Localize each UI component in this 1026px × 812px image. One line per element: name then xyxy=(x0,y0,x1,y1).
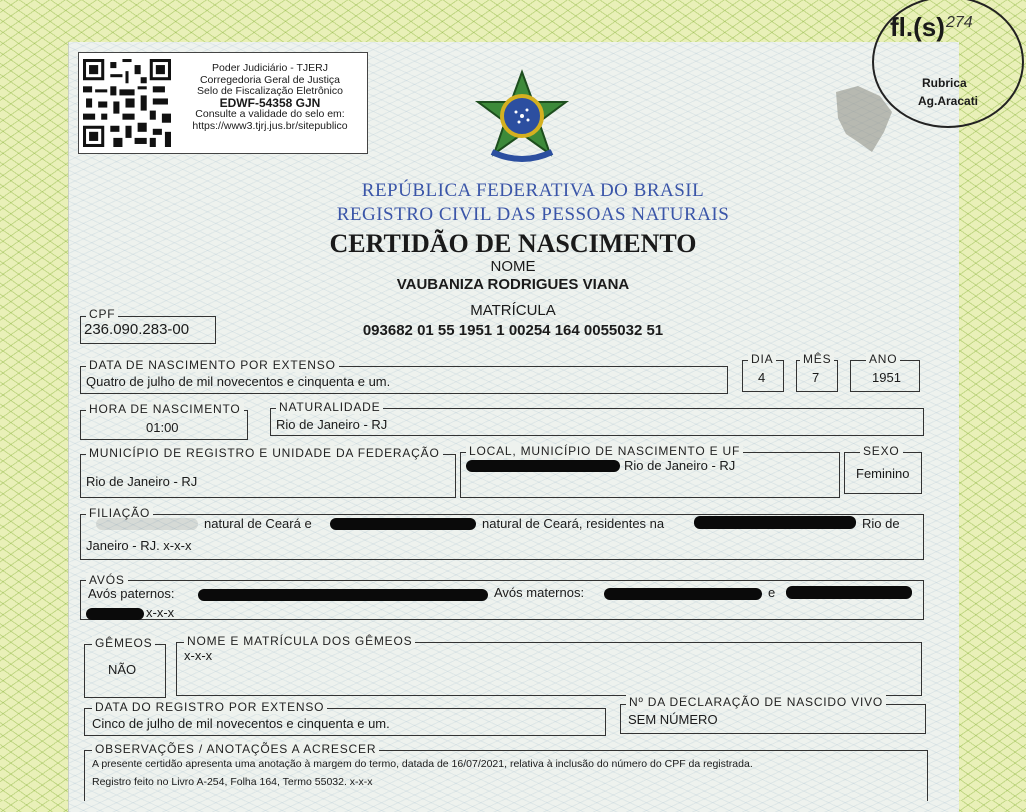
cpf-label: CPF xyxy=(86,307,118,321)
twins-names-value: x-x-x xyxy=(184,648,213,663)
nome-label: NOME xyxy=(490,258,536,275)
matricula-label: MATRÍCULA xyxy=(470,302,556,319)
naturality-label: NATURALIDADE xyxy=(276,400,383,414)
seal-line-3: Selo de Fiscalização Eletrônico xyxy=(197,85,343,97)
day-value: 4 xyxy=(758,370,766,385)
registry-date-value: Cinco de julho de mil novecentos e cinquenta e um. xyxy=(92,716,390,731)
parents-part-2: natural de Ceará, residentes na xyxy=(482,516,665,531)
parents-label: FILIAÇÃO xyxy=(86,506,153,520)
redaction-faint xyxy=(96,518,198,530)
country-heading: REPÚBLICA FEDERATIVA DO BRASIL xyxy=(361,180,705,201)
month-label: MÊS xyxy=(800,352,834,366)
live-birth-declaration-label: Nº DA DECLARAÇÃO DE NASCIDO VIVO xyxy=(626,695,886,709)
birth-time-label: HORA DE NASCIMENTO xyxy=(86,402,244,416)
redaction-bar xyxy=(604,588,762,600)
registry-date-label: DATA DO REGISTRO POR EXTENSO xyxy=(92,700,327,714)
redaction-bar xyxy=(786,586,912,599)
sex-value: Feminino xyxy=(856,466,910,481)
grandparents-line-2: x-x-x xyxy=(146,605,175,620)
seal-line-1: Poder Judiciário - TJERJ xyxy=(212,62,328,74)
birth-date-text-value: Quatro de julho de mil novecentos e cinquenta e um. xyxy=(86,374,391,389)
twins-label: GÊMEOS xyxy=(92,636,155,650)
birth-place-label: LOCAL, MUNICÍPIO DE NASCIMENTO E UF xyxy=(466,444,743,458)
stamp-number: 274 xyxy=(946,14,973,31)
parents-part-3: Rio de xyxy=(862,516,900,531)
month-value: 7 xyxy=(812,370,820,385)
coat-of-arms-icon xyxy=(472,68,572,168)
stamp-agency: Ag.Aracati xyxy=(918,94,979,108)
twins-value: NÃO xyxy=(108,662,137,677)
registry-city-label: MUNICÍPIO DE REGISTRO E UNIDADE DA FEDERAÇÃO xyxy=(86,446,443,460)
stamp-rubrica: Rubrica xyxy=(922,76,967,90)
seal-url: https://www3.tjrj.jus.br/sitepublico xyxy=(192,119,348,132)
cpf-value: 236.090.283-00 xyxy=(84,321,190,338)
seal-code: EDWF-54358 GJN xyxy=(219,95,321,110)
parents-part-1: natural de Ceará e xyxy=(204,516,312,531)
year-value: 1951 xyxy=(872,370,901,385)
twins-names-label: NOME E MATRÍCULA DOS GÊMEOS xyxy=(184,634,415,648)
live-birth-declaration-value: SEM NÚMERO xyxy=(628,712,718,727)
naturality-value: Rio de Janeiro - RJ xyxy=(276,417,388,432)
parents-line-2: Janeiro - RJ. x-x-x xyxy=(86,538,192,553)
grandparents-and: e xyxy=(768,585,776,600)
notes-line-2: Registro feito no Livro A-254, Folha 164, Termo 55032. x-x-x xyxy=(92,776,373,788)
grandparents-label: AVÓS xyxy=(86,573,128,587)
maternal-grandparents-label: Avós maternos: xyxy=(494,585,585,600)
electronic-seal-box xyxy=(78,52,368,154)
birth-date-text-label: DATA DE NASCIMENTO POR EXTENSO xyxy=(86,358,339,372)
redaction-bar xyxy=(330,518,476,530)
redaction-bar xyxy=(86,608,144,620)
notes-line-1: A presente certidão apresenta uma anotação à margem do termo, datada de 16/07/2021, relativa à inclusão do número do CPF da registrada. xyxy=(92,758,753,770)
registry-heading: REGISTRO CIVIL DAS PESSOAS NATURAIS xyxy=(336,204,730,225)
birth-time-value: 01:00 xyxy=(146,420,179,435)
nome-value: VAUBANIZA RODRIGUES VIANA xyxy=(396,276,630,293)
notes-label: OBSERVAÇÕES / ANOTAÇÕES A ACRESCER xyxy=(92,742,379,756)
seal-line-4: Consulte a validade do selo em: xyxy=(195,108,345,120)
year-label: ANO xyxy=(866,352,900,366)
registry-city-value: Rio de Janeiro - RJ xyxy=(86,474,198,489)
birth-place-value: Rio de Janeiro - RJ xyxy=(624,458,736,473)
redaction-bar xyxy=(694,516,856,529)
document-title: CERTIDÃO DE NASCIMENTO xyxy=(329,229,697,258)
stamp-fl: fl.(s) xyxy=(890,12,945,42)
qr-code-icon xyxy=(83,59,171,147)
sex-label: SEXO xyxy=(860,444,903,458)
twins-names-box xyxy=(176,642,922,696)
matricula-value: 093682 01 55 1951 1 00254 164 0055032 51 xyxy=(362,322,664,339)
redaction-bar xyxy=(198,589,488,601)
paternal-grandparents-label: Avós paternos: xyxy=(88,586,175,601)
ceara-map-icon xyxy=(828,82,898,158)
seal-text-block xyxy=(177,63,363,132)
seal-line-2: Corregedoria Geral de Justiça xyxy=(199,73,341,86)
day-label: DIA xyxy=(748,352,776,366)
redaction-bar xyxy=(466,460,620,472)
